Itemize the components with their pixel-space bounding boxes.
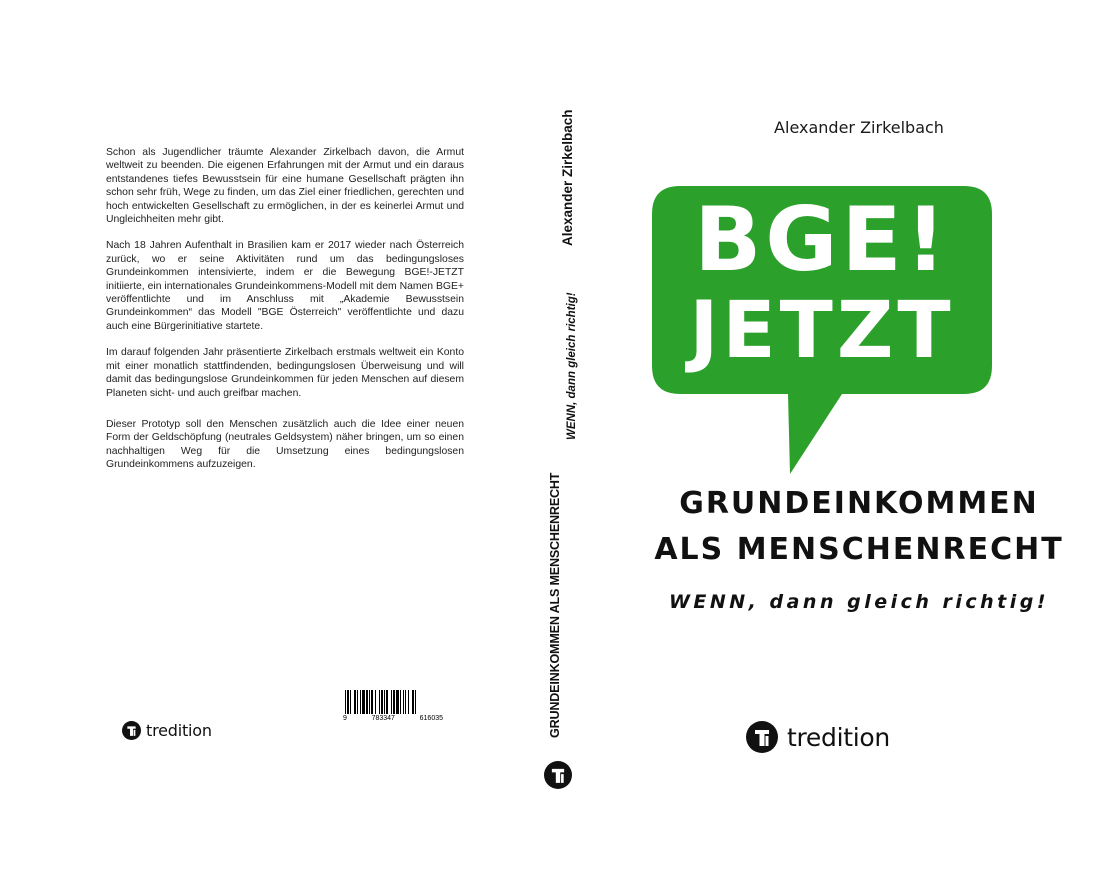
barcode-bar [415, 690, 416, 714]
front-author: Alexander Zirkelbach [774, 118, 944, 137]
barcode-bar [412, 690, 414, 714]
barcode-bar [379, 690, 380, 714]
front-title-line1: GRUNDEINKOMMEN [679, 486, 1039, 521]
barcode-bar [391, 690, 392, 714]
blurb-paragraph: Dieser Prototyp soll den Menschen zusätzlich auch die Idee einer neuen Form der Geldschöpfung (neutrales Geldsystem) näher bringen, um so einen nachhaltigen Weg für die Umsetzung eines bedingungslosen Grundeinkommens aufzuzeigen. [106, 418, 464, 471]
barcode-bar [362, 690, 365, 714]
barcode-bar [354, 690, 356, 714]
barcode-bar [375, 690, 376, 714]
barcode-bar [400, 690, 401, 714]
tredition-logo-icon [746, 721, 778, 753]
publisher-name: tredition [146, 721, 212, 740]
barcode-bar [408, 690, 409, 714]
blurb-paragraph: Schon als Jugendlicher träumte Alexander Zirkelbach davon, die Armut weltweit zu beenden. Die eigenen Erfahrungen mit der Armut und ein daraus entstandenes tiefes Bewusstsein für eine humane Gesellschaft prägten ihn schon sehr früh, Wege zu finden, um das Ziel einer friedlichen, gerechten und hoch entwickelten Gesellschaft zu ermöglichen, in der es keinerlei Armut und Ungleichheiten mehr gibt. [106, 147, 464, 226]
back-publisher-logo [122, 721, 212, 740]
isbn-barcode [343, 690, 443, 722]
barcode-bar [345, 690, 346, 714]
barcode-bar [393, 690, 395, 714]
front-title-line2: ALS MENSCHENRECHT [654, 532, 1064, 567]
barcode-bar [396, 690, 399, 714]
barcode-bar [381, 690, 383, 714]
speech-bubble [652, 186, 992, 476]
publisher-name: tredition [787, 722, 890, 752]
barcode-digits-left: 783347 [371, 715, 395, 722]
tredition-logo-icon [122, 721, 141, 740]
barcode-bar [360, 690, 361, 714]
bubble-text-jetzt: JETZT [689, 286, 955, 376]
spine-subtitle: WENN, dann gleich richtig! [566, 292, 578, 440]
barcode-bars [343, 690, 443, 714]
barcode-bar [371, 690, 373, 714]
front-publisher-logo [746, 721, 890, 753]
front-subtitle: WENN, dann gleich richtig! [668, 591, 1050, 613]
spine-author: Alexander Zirkelbach [560, 109, 575, 246]
barcode-digit-lead: 9 [343, 715, 347, 722]
back-cover [0, 0, 520, 869]
barcode-bar [366, 690, 368, 714]
barcode-bar [357, 690, 358, 714]
barcode-bar [350, 690, 351, 714]
barcode-digits-right: 616035 [419, 715, 443, 722]
blurb-paragraph: Nach 18 Jahren Aufenthalt in Brasilien kam er 2017 wieder nach Österreich zurück, wo er seine Aktivitäten rund um das bedingungsloses Grundeinkommen intensivierte, indem er die Bewegung BGE!-JETZT initiierte, ein internationales Grundeinkommens-Modell mit dem Namen BGE+ veröffentlichte und im Anschluss mit „Akademie Bewusstsein Grundeinkommen“ das Modell "BGE Österreich" veröffentlichte und dazu auch eine Bürgerinitiative startete. [106, 240, 464, 332]
back-cover-blurb [106, 146, 464, 485]
barcode-bar [403, 690, 404, 714]
tredition-logo-icon [544, 761, 572, 789]
spine [524, 0, 594, 869]
blurb-paragraph: Im darauf folgenden Jahr präsentierte Zirkelbach erstmals weltweit ein Konto mit einer monatlich stattfindenden, bedingungslosen Überweisung und will damit das bedingungslose Grundeinkommen für jeden Menschen auf diesem Planeten sicht- und auch greifbar machen. [106, 347, 464, 399]
barcode-bar [347, 690, 349, 714]
barcode-bar [384, 690, 385, 714]
spine-title: GRUNDEINKOMMEN ALS MENSCHENRECHT [548, 472, 562, 738]
bubble-text-bge: BGE! [694, 188, 950, 291]
barcode-bar [369, 690, 370, 714]
barcode-bar [405, 690, 406, 714]
barcode-digits [343, 715, 443, 722]
barcode-bar [386, 690, 388, 714]
